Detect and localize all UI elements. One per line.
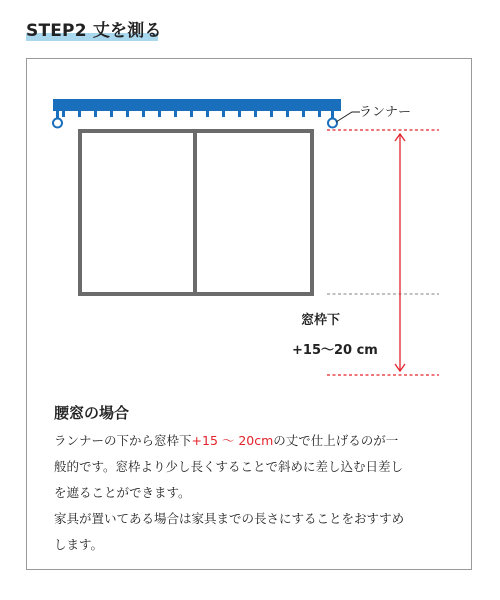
left-runner-ring-icon xyxy=(53,119,62,128)
section-heading: 腰窓の場合 xyxy=(54,404,130,422)
rail-label: ランナー xyxy=(359,105,412,120)
body-line-2: 般的です。窓枠より少し長くすることで斜めに差し込む日差し xyxy=(54,459,404,474)
body-line-5: します。 xyxy=(54,537,104,552)
right-runner-ring-icon xyxy=(328,119,337,128)
rail-bar xyxy=(53,99,341,111)
rail-label-leader xyxy=(336,112,360,122)
step-title: STEP2 丈を測る xyxy=(26,21,162,41)
section-body xyxy=(54,428,454,558)
length-measure-arrow xyxy=(395,134,405,371)
measure-label-line2: +15〜20 cm xyxy=(292,343,378,358)
body-line-3: を遮ることができます。 xyxy=(54,485,191,500)
rail-runners xyxy=(62,110,321,117)
body-text-run: の丈で仕上げるのが一 xyxy=(273,433,399,448)
highlight-measurement: +15 〜 20cm xyxy=(191,433,274,448)
window-frame xyxy=(80,131,312,294)
curtain-rail xyxy=(53,99,341,128)
body-text-run: ランナーの下から窓枠下 xyxy=(54,433,192,448)
body-line-1 xyxy=(54,428,454,454)
measure-label-line1: 窓枠下 xyxy=(301,313,341,328)
body-line-4: 家具が置いてある場合は家具までの長さにすることをおすすめ xyxy=(54,511,405,526)
